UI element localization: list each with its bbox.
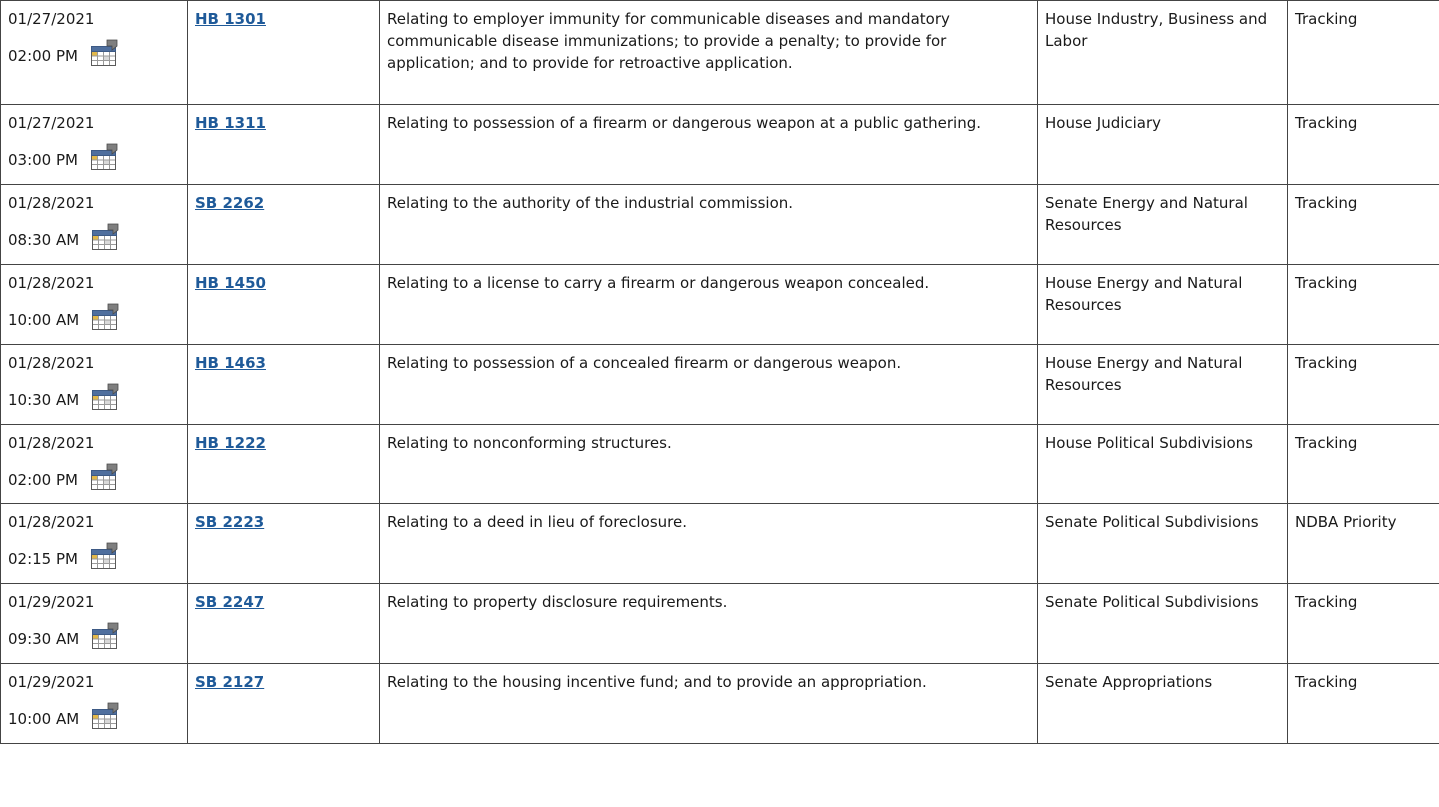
- table-row: [1, 345, 1439, 425]
- calendar-add-icon[interactable]: [90, 39, 119, 67]
- bill-cell: [188, 265, 380, 345]
- bill-cell: [188, 584, 380, 664]
- committee: House Energy and Natural Resources: [1038, 345, 1288, 425]
- datetime-cell: [1, 1, 188, 105]
- bill-cell: [188, 664, 380, 744]
- bill-cell: [188, 425, 380, 504]
- bill-description: Relating to possession of a firearm or dangerous weapon at a public gathering.: [380, 105, 1038, 185]
- table-row: [1, 504, 1439, 584]
- hearing-date: 01/28/2021: [8, 513, 95, 531]
- status-label: Tracking: [1288, 265, 1439, 345]
- bill-description: Relating to the authority of the industrial commission.: [380, 185, 1038, 265]
- calendar-add-icon[interactable]: [91, 223, 120, 251]
- committee: Senate Energy and Natural Resources: [1038, 185, 1288, 265]
- hearings-table-body: [1, 1, 1439, 744]
- hearing-time: 08:30 AM: [8, 231, 80, 249]
- committee: House Judiciary: [1038, 105, 1288, 185]
- bill-description: Relating to employer immunity for communicable diseases and mandatory communicable disease immunizations; to provide a penalty; to provide for application; and to provide for retroactive application.: [380, 1, 1038, 105]
- datetime-cell: [1, 504, 188, 584]
- calendar-add-icon[interactable]: [90, 542, 119, 570]
- bill-link[interactable]: HB 1450: [195, 274, 266, 292]
- table-row: [1, 265, 1439, 345]
- bill-link[interactable]: SB 2127: [195, 673, 265, 691]
- bill-description: Relating to a deed in lieu of foreclosure.: [380, 504, 1038, 584]
- status-label: NDBA Priority: [1288, 504, 1439, 584]
- calendar-add-icon[interactable]: [90, 463, 119, 491]
- hearing-date: 01/29/2021: [8, 673, 95, 691]
- bill-cell: [188, 345, 380, 425]
- hearing-time: 02:00 PM: [8, 471, 78, 489]
- table-row: [1, 425, 1439, 504]
- bill-description: Relating to nonconforming structures.: [380, 425, 1038, 504]
- hearing-time: 02:15 PM: [8, 550, 78, 568]
- bill-link[interactable]: HB 1222: [195, 434, 266, 452]
- calendar-add-icon[interactable]: [90, 143, 119, 171]
- hearing-time: 09:30 AM: [8, 630, 80, 648]
- hearing-date: 01/28/2021: [8, 274, 95, 292]
- bill-cell: [188, 1, 380, 105]
- committee: House Industry, Business and Labor: [1038, 1, 1288, 105]
- status-label: Tracking: [1288, 1, 1439, 105]
- table-row: [1, 664, 1439, 744]
- hearing-date: 01/27/2021: [8, 10, 95, 28]
- hearing-date: 01/28/2021: [8, 354, 95, 372]
- bill-link[interactable]: HB 1311: [195, 114, 266, 132]
- committee: Senate Political Subdivisions: [1038, 584, 1288, 664]
- calendar-add-icon[interactable]: [91, 622, 120, 650]
- table-row: [1, 185, 1439, 265]
- bill-description: Relating to property disclosure requirements.: [380, 584, 1038, 664]
- hearing-date: 01/28/2021: [8, 194, 95, 212]
- hearing-date: 01/27/2021: [8, 114, 95, 132]
- datetime-cell: [1, 664, 188, 744]
- status-label: Tracking: [1288, 345, 1439, 425]
- hearing-time: 10:00 AM: [8, 311, 80, 329]
- hearing-date: 01/28/2021: [8, 434, 95, 452]
- bill-link[interactable]: HB 1301: [195, 10, 266, 28]
- calendar-add-icon[interactable]: [91, 383, 120, 411]
- hearing-time: 02:00 PM: [8, 47, 78, 65]
- bill-cell: [188, 105, 380, 185]
- bill-link[interactable]: SB 2247: [195, 593, 265, 611]
- bill-description: Relating to a license to carry a firearm or dangerous weapon concealed.: [380, 265, 1038, 345]
- bill-cell: [188, 504, 380, 584]
- status-label: Tracking: [1288, 584, 1439, 664]
- bill-link[interactable]: SB 2262: [195, 194, 265, 212]
- committee: Senate Political Subdivisions: [1038, 504, 1288, 584]
- calendar-add-icon[interactable]: [91, 303, 120, 331]
- hearing-time: 10:30 AM: [8, 391, 80, 409]
- datetime-cell: [1, 345, 188, 425]
- datetime-cell: [1, 425, 188, 504]
- datetime-cell: [1, 584, 188, 664]
- table-row: [1, 105, 1439, 185]
- status-label: Tracking: [1288, 185, 1439, 265]
- bill-cell: [188, 185, 380, 265]
- status-label: Tracking: [1288, 425, 1439, 504]
- datetime-cell: [1, 265, 188, 345]
- calendar-add-icon[interactable]: [91, 702, 120, 730]
- datetime-cell: [1, 105, 188, 185]
- status-label: Tracking: [1288, 664, 1439, 744]
- table-row: [1, 584, 1439, 664]
- committee: Senate Appropriations: [1038, 664, 1288, 744]
- bill-description: Relating to possession of a concealed firearm or dangerous weapon.: [380, 345, 1038, 425]
- bill-link[interactable]: HB 1463: [195, 354, 266, 372]
- hearing-date: 01/29/2021: [8, 593, 95, 611]
- status-label: Tracking: [1288, 105, 1439, 185]
- datetime-cell: [1, 185, 188, 265]
- committee: House Political Subdivisions: [1038, 425, 1288, 504]
- bill-link[interactable]: SB 2223: [195, 513, 265, 531]
- committee: House Energy and Natural Resources: [1038, 265, 1288, 345]
- hearing-time: 03:00 PM: [8, 151, 78, 169]
- bill-description: Relating to the housing incentive fund; and to provide an appropriation.: [380, 664, 1038, 744]
- hearing-time: 10:00 AM: [8, 710, 80, 728]
- table-row: [1, 1, 1439, 105]
